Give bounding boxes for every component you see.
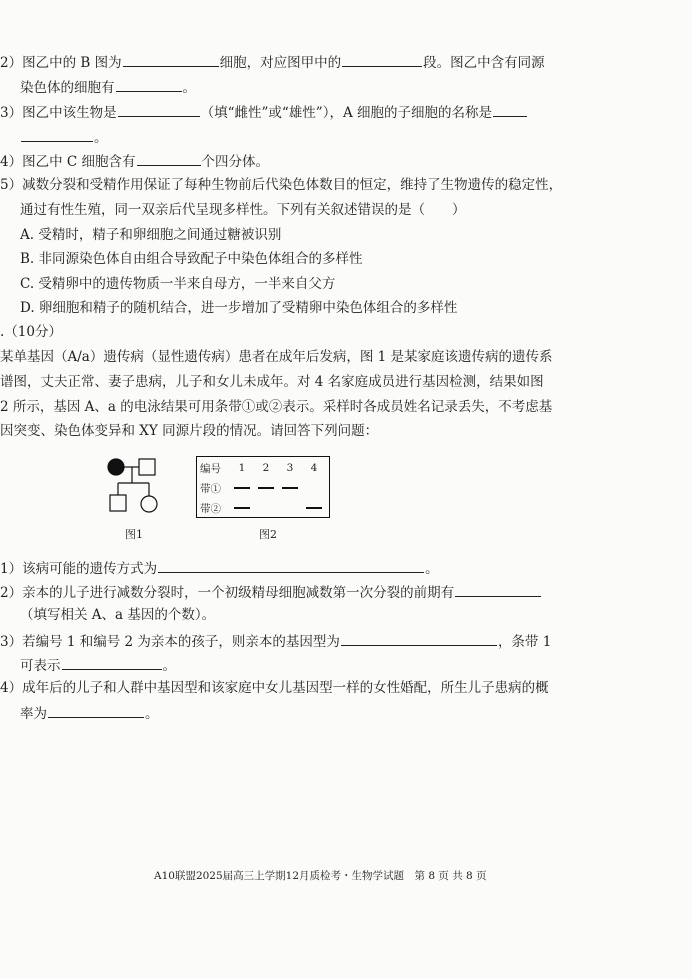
- band-cell: [278, 478, 302, 498]
- q3-blank-1[interactable]: [118, 102, 200, 117]
- band-1-label: 带①: [200, 482, 221, 495]
- band-2-row: [200, 498, 326, 518]
- sq1-text: 1）该病可能的遗传方式为: [0, 561, 158, 577]
- q2-blank-3[interactable]: [116, 77, 182, 92]
- band-cell: [302, 498, 326, 518]
- q5-option-d[interactable]: D. 卵细胞和精子的随机结合，进一步增加了受精卵中染色体组合的多样性: [20, 300, 458, 316]
- section-header: .（10分）: [0, 324, 62, 340]
- sq3-text: 3）若编号 1 和编号 2 为亲本的孩子，则亲本的基因型为: [0, 634, 340, 650]
- q2-line2: [20, 77, 196, 97]
- sq4-line2: [20, 703, 159, 723]
- sq1-text: 。: [425, 561, 439, 577]
- sq4-text: 率为: [20, 706, 47, 722]
- section-stem-4: 因突变、染色体变异和 XY 同源片段的情况。请回答下列问题：: [0, 423, 379, 439]
- fig1-caption: 图1: [125, 528, 143, 541]
- fig2-caption: 图2: [259, 528, 277, 541]
- section-stem-2: 谱图，丈夫正常、妻子患病，儿子和女儿未成年。对 4 名家庭成员进行基因检测，结果如图: [0, 374, 544, 390]
- sq4-blank[interactable]: [48, 703, 144, 718]
- band-1-row: [200, 478, 326, 498]
- band-cell: [278, 498, 302, 518]
- sq1-blank[interactable]: [158, 558, 424, 573]
- q5-stem-2: 通过有性生殖，同一双亲后代呈现多样性。下列有关叙述错误的是（ ）: [20, 202, 466, 218]
- band-mark: [258, 487, 274, 489]
- column-3-label: 3: [286, 462, 294, 474]
- affected-mother-symbol: [108, 459, 124, 475]
- electrophoresis-figure: [196, 456, 330, 518]
- q3-text: 。: [94, 130, 108, 146]
- section-stem-3: 2 所示，基因 A、a 的电泳结果可用条带①或②表示。采样时各成员姓名记录丢失，不考虑基: [0, 399, 553, 415]
- sq2-line1: [0, 582, 542, 602]
- q3-text: （填“雌性”或“雄性”），A 细胞的子细胞的名称是: [200, 105, 492, 121]
- page-footer: A10联盟2025届高三上学期12月质检考・生物学试题 第 8 页 共 8 页: [154, 870, 487, 882]
- q3-blank-2-cont[interactable]: [21, 127, 93, 142]
- q5-stem-1: 5）减数分裂和受精作用保证了每种生物前后代染色体数目的恒定，维持了生物遗传的稳定性，: [0, 177, 563, 193]
- sq3-line1: [0, 631, 551, 651]
- daughter-symbol: [141, 496, 157, 512]
- q2-blank-2[interactable]: [342, 52, 422, 67]
- q4-text: 个四分体。: [201, 154, 270, 170]
- band-cell: [230, 478, 254, 498]
- sq1-line: [0, 558, 439, 578]
- q4-blank[interactable]: [137, 151, 201, 166]
- column-1-label: 1: [238, 462, 246, 474]
- q2-text: 细胞，对应图甲中的: [219, 55, 342, 71]
- q3-blank-2[interactable]: [493, 102, 527, 117]
- q2-blank-1[interactable]: [123, 52, 219, 67]
- sq3-line2: [20, 655, 176, 675]
- sq2-line2: （填写相关 A、a 基因的个数）。: [20, 607, 216, 623]
- q5-option-b[interactable]: B. 非同源染色体自由组合导致配子中染色体组合的多样性: [20, 251, 363, 267]
- q2-text: 段。图乙中含有同源: [423, 55, 545, 71]
- q3-text: 3）图乙中该生物是: [0, 105, 117, 121]
- band-cell: [254, 498, 278, 518]
- sq4-text: 。: [145, 706, 159, 722]
- q2-line1: [0, 52, 545, 72]
- q2-text: 2）图乙中的 B 图为: [0, 55, 122, 71]
- sq2-text: 2）亲本的儿子进行减数分裂时，一个初级精母细胞减数第一次分裂的前期有: [0, 585, 455, 601]
- band-mark: [234, 507, 250, 509]
- q2-text: 染色体的细胞有: [20, 80, 115, 96]
- q2-text: 。: [182, 80, 196, 96]
- sq3-blank-1[interactable]: [341, 631, 497, 646]
- sq3-text: 。: [162, 658, 176, 674]
- column-2-label: 2: [262, 462, 270, 474]
- band-cell: [254, 478, 278, 498]
- sq3-text: 可表示: [20, 658, 61, 674]
- sq2-blank[interactable]: [455, 582, 541, 597]
- normal-father-symbol: [139, 459, 155, 475]
- q4-text: 4）图乙中 C 细胞含有: [0, 154, 136, 170]
- band-mark: [306, 507, 322, 509]
- band-cell: [302, 478, 326, 498]
- sq3-blank-2[interactable]: [62, 655, 162, 670]
- q5-option-c[interactable]: C. 受精卵中的遗传物质一半来自母方，一半来自父方: [20, 276, 336, 292]
- q5-option-a[interactable]: A. 受精时，精子和卵细胞之间通过糖被识别: [20, 227, 282, 243]
- pedigree-diagram: [104, 454, 166, 516]
- electrophoresis-table: [200, 458, 326, 518]
- column-4-label: 4: [310, 462, 318, 474]
- band-mark: [282, 487, 298, 489]
- q3-line2: [20, 127, 108, 147]
- sq4-line1: 4）成年后的儿子和人群中基因型和该家庭中女儿基因型一样的女性婚配，所生儿子患病的概: [0, 680, 549, 696]
- section-stem-1: 某单基因（A/a）遗传病（显性遗传病）患者在成年后发病，图 1 是某家庭该遗传病的遗传系: [0, 349, 553, 365]
- sq3-text: ，条带 1: [497, 634, 552, 650]
- q4-line: [0, 151, 269, 171]
- header-label: 编号: [200, 462, 221, 475]
- q3-line1: [0, 102, 528, 122]
- band-mark: [234, 487, 250, 489]
- son-symbol: [110, 495, 126, 511]
- band-2-label: 带②: [200, 502, 221, 515]
- band-cell: [230, 498, 254, 518]
